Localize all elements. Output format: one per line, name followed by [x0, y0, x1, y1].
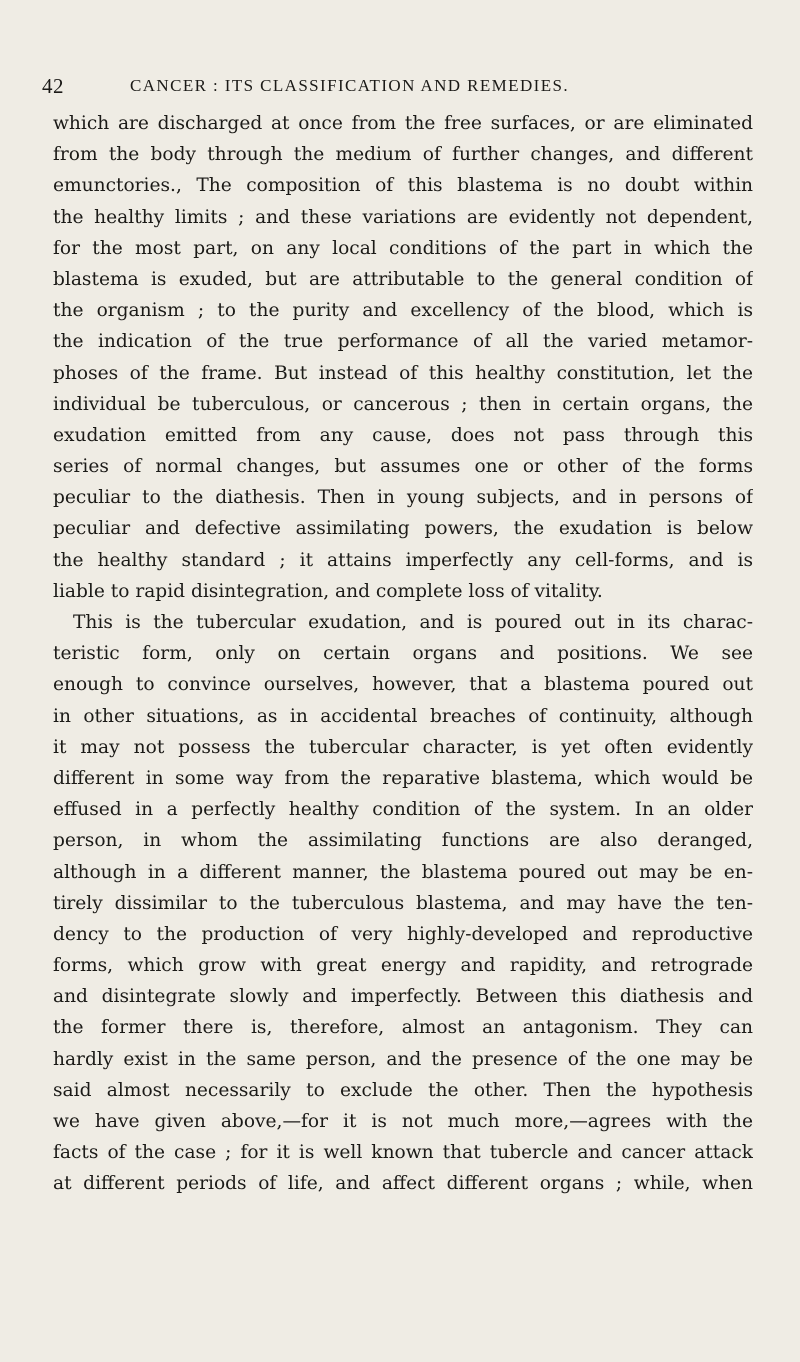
text-line: emunctories., The composition of this blastema is no doubt within — [53, 175, 753, 197]
text-line: the former there is, therefore, almost an antagonism. They can — [53, 1017, 753, 1039]
text-line: although in a different manner, the blastema poured out may be en- — [53, 861, 753, 883]
page-header — [42, 74, 762, 100]
running-head: CANCER : ITS CLASSIFICATION AND REMEDIES. — [130, 76, 569, 95]
text-line: said almost necessarily to exclude the other. Then the hypothesis — [53, 1079, 753, 1101]
text-line: liable to rapid disintegration, and complete loss of vitality. — [53, 580, 603, 602]
text-line: the indication of the true performance of all the varied metamor- — [53, 331, 753, 353]
text-line: individual be tuberculous, or cancerous ; then in certain organs, the — [53, 393, 753, 415]
text-line: it may not possess the tubercular character, is yet often evidently — [53, 736, 753, 758]
text-line: This is the tubercular exudation, and is poured out in its charac- — [73, 612, 753, 633]
text-line: effused in a perfectly healthy condition of the system. In an older — [53, 799, 753, 821]
text-line: tirely dissimilar to the tuberculous blastema, and may have the ten- — [53, 892, 753, 914]
page-number: 42 — [42, 74, 64, 98]
text-line: and disintegrate slowly and imperfectly. Between this diathesis and — [53, 986, 753, 1008]
text-line: for the most part, on any local conditions of the part in which the — [53, 237, 753, 259]
text-line: from the body through the medium of further changes, and different — [53, 144, 753, 166]
text-line: the organism ; to the purity and excellency of the blood, which is — [53, 300, 753, 322]
text-line: which are discharged at once from the free surfaces, or are eliminated — [53, 113, 753, 134]
text-line: hardly exist in the same person, and the presence of the one may be — [53, 1048, 753, 1070]
text-line: the healthy limits ; and these variations are evidently not dependent, — [53, 206, 753, 228]
text-line: peculiar and defective assimilating powers, the exudation is below — [53, 518, 753, 540]
text-line: we have given above,—for it is not much more,—agrees with the — [53, 1111, 753, 1132]
text-line: peculiar to the diathesis. Then in young subjects, and in persons of — [53, 487, 753, 509]
body-text — [53, 108, 753, 1200]
text-line: blastema is exuded, but are attributable to the general condition of — [53, 268, 753, 290]
text-line: exudation emitted from any cause, does not pass through this — [53, 424, 753, 446]
text-line: facts of the case ; for it is well known that tubercle and cancer attack — [53, 1142, 753, 1164]
text-line: phoses of the frame. But instead of this healthy constitution, let the — [53, 362, 753, 384]
text-line: dency to the production of very highly-developed and reproductive — [53, 923, 753, 945]
text-line: different in some way from the reparative blastema, which would be — [53, 767, 753, 789]
text-line: forms, which grow with great energy and rapidity, and retrograde — [53, 955, 753, 977]
text-line: at different periods of life, and affect different organs ; while, when — [53, 1173, 753, 1195]
text-line: person, in whom the assimilating functions are also deranged, — [53, 830, 753, 852]
text-line: the healthy standard ; it attains imperfectly any cell-forms, and is — [53, 549, 753, 571]
text-line: series of normal changes, but assumes one or other of the forms — [53, 456, 753, 478]
text-line: teristic form, only on certain organs and positions. We see — [53, 643, 753, 665]
text-line: enough to convince ourselves, however, that a blastema poured out — [53, 674, 753, 696]
text-line: in other situations, as in accidental breaches of continuity, although — [53, 705, 753, 727]
